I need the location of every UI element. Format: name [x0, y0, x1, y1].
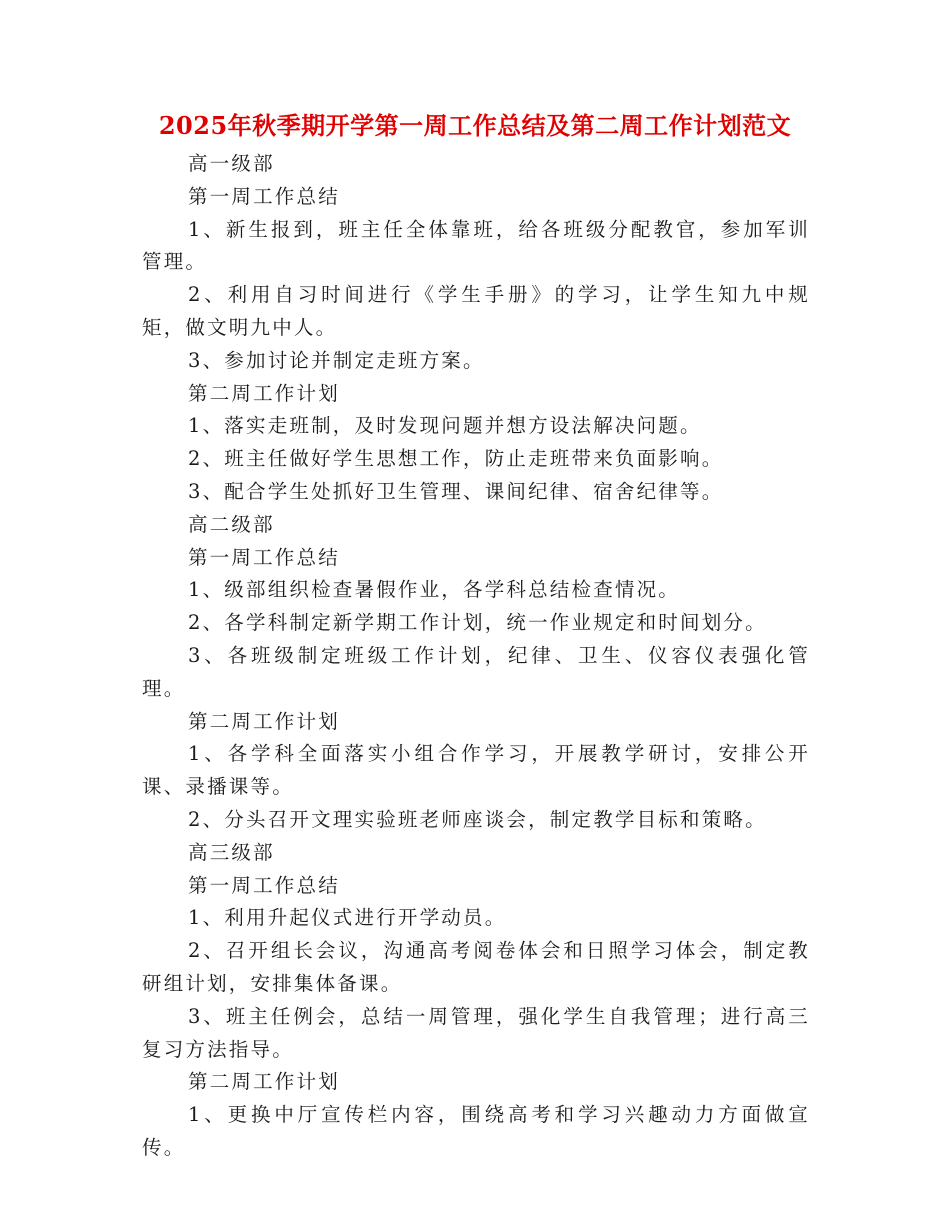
paragraph: 1、利用升起仪式进行开学动员。 — [188, 906, 507, 930]
section-heading-grade-3: 高三级部 — [188, 840, 275, 864]
section-heading-grade-1: 高一级部 — [188, 152, 275, 175]
paragraph: 3、配合学生处抓好卫生管理、课间纪律、宿舍纪律等。 — [188, 479, 724, 503]
subheading-week2-plan: 第二周工作计划 — [188, 709, 340, 733]
subheading-week1-summary: 第一周工作总结 — [188, 545, 340, 569]
paragraph: 2、班主任做好学生思想工作，防止走班带来负面影响。 — [188, 447, 724, 471]
paragraph: 1、级部组织检查暑假作业，各学科总结检查情况。 — [188, 578, 681, 602]
paragraph: 2、各学科制定新学期工作计划，统一作业规定和时间划分。 — [188, 611, 767, 635]
document-title: 2025年秋季期开学第一周工作总结及第二周工作计划范文 — [158, 111, 792, 140]
paragraph: 3、参加讨论并制定走班方案。 — [188, 348, 485, 372]
paragraph: 2、分头召开文理实验班老师座谈会，制定教学目标和策略。 — [188, 807, 767, 831]
paragraph: 1、新生报到，班主任全体靠班，给各班级分配教官，参加军训管理。 — [142, 217, 810, 274]
paragraph: 3、班主任例会，总结一周管理，强化学生自我管理；进行高三复习方法指导。 — [142, 1004, 810, 1061]
paragraph: 1、各学科全面落实小组合作学习，开展教学研讨，安排公开课、录播课等。 — [142, 742, 810, 799]
paragraph: 1、更换中厅宣传栏内容，围绕高考和学习兴趣动力方面做宣传。 — [142, 1103, 810, 1159]
paragraph: 2、利用自习时间进行《学生手册》的学习，让学生知九中规矩，做文明九中人。 — [142, 283, 810, 339]
subheading-week2-plan: 第二周工作计划 — [188, 1070, 340, 1094]
document-body — [142, 148, 810, 1165]
subheading-week1-summary: 第一周工作总结 — [188, 873, 340, 897]
paragraph: 2、召开组长会议，沟通高考阅卷体会和日照学习体会，制定教研组计划，安排集体备课。 — [142, 939, 810, 995]
subheading-week2-plan: 第二周工作计划 — [188, 381, 340, 405]
subheading-week1-summary: 第一周工作总结 — [188, 184, 340, 208]
paragraph: 1、落实走班制，及时发现问题并想方设法解决问题。 — [188, 414, 702, 438]
paragraph: 3、各班级制定班级工作计划，纪律、卫生、仪容仪表强化管理。 — [142, 643, 810, 700]
section-heading-grade-2: 高二级部 — [188, 512, 275, 536]
